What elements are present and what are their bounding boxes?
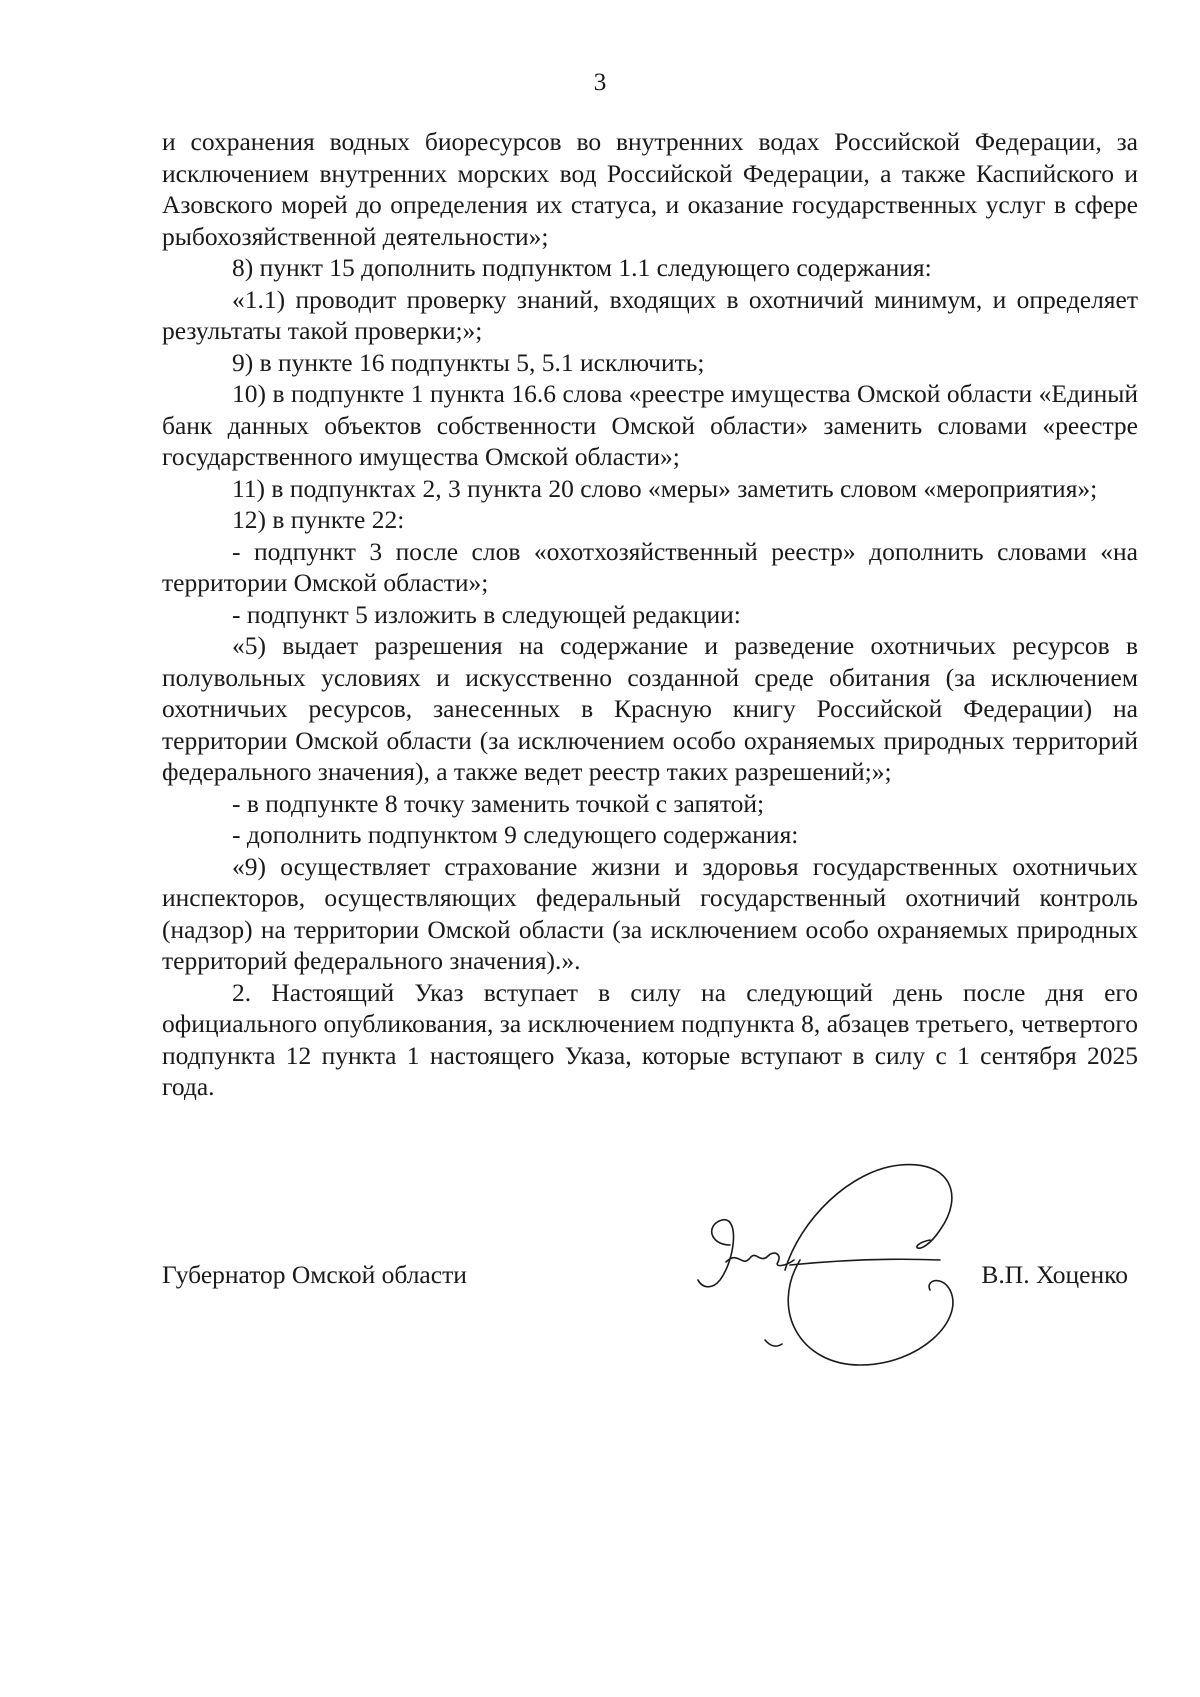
signature-underline [790, 1259, 940, 1265]
paragraph: 12) в пункте 22: [232, 505, 405, 534]
signature-letters [726, 1253, 794, 1266]
paragraph: «1.1) проводит проверку знаний, входящих в охотничий минимум, и определяет результаты такой проверки;»; [162, 284, 1138, 345]
document-body [162, 126, 1138, 1103]
paragraph: «5) выдает разрешения на содержание и разведение охотничьих ресурсов в полувольных условиях и искусственно созданной среде обитания (за исключением охотничьих ресурсов, занесенных в Красную книгу Российской Федерации) на территории Омской области (за исключением особо охраняемых природных территорий федерального значения), а также ведет реестр таких разрешений;»; [162, 631, 1138, 786]
paragraph: 11) в подпунктах 2, 3 пункта 20 слово «меры» заметить словом «мероприятия»; [232, 473, 1098, 503]
paragraph: и сохранения водных биоресурсов во внутренних водах Российской Федерации, за исключением внутренних морских вод Российской Федерации, а также Каспийского и Азовского морей до определения их статуса, и оказание государственных услуг в сфере рыбохозяйственной деятельности»; [162, 127, 1138, 251]
paragraph: - дополнить подпунктом 9 следующего содержания: [232, 820, 799, 849]
signatory-name: В.П. Хоценко [981, 1260, 1128, 1289]
paragraph: 2. Настоящий Указ вступает в силу на следующий день после дня его официального опубликования, за исключением подпункта 8, абзацев третьего, четвертого подпункта 12 пункта 1 настоящего Указа, которые вступают в силу с 1 сентября 2025 года. [162, 977, 1138, 1101]
handwritten-signature [690, 1150, 1040, 1380]
signatory-title: Губернатор Омской области [162, 1260, 467, 1289]
paragraph: - подпункт 5 изложить в следующей редакции: [232, 599, 741, 629]
signature-lower-loop [788, 1260, 953, 1365]
paragraph: - подпункт 3 после слов «охотхозяйственный реестр» дополнить словами «на территории Омской области»; [162, 536, 1138, 597]
paragraph: 9) в пункте 16 подпункты 5, 5.1 исключить; [232, 347, 705, 377]
paragraph: «9) осуществляет страхование жизни и здоровья государственных охотничьих инспекторов, осуществляющих федеральный государственный охотничий контроль (надзор) на территории Омской области (за исключением особо охраняемых природных территорий федерального значения).». [162, 851, 1138, 975]
paragraph: 10) в подпункте 1 пункта 16.6 слова «реестре имущества Омской области «Единый банк данных объектов собственности Омской области» заменить словами «реестре государственного имущества Омской области»; [162, 379, 1138, 471]
paragraph: 8) пункт 15 дополнить подпунктом 1.1 следующего содержания: [232, 253, 932, 282]
paragraph: - в подпункте 8 точку заменить точкой с запятой; [232, 788, 765, 818]
signature-initial [698, 1220, 734, 1287]
signature-loop [785, 1165, 952, 1270]
page-number: 3 [593, 67, 607, 96]
signature-tick [765, 1340, 782, 1346]
